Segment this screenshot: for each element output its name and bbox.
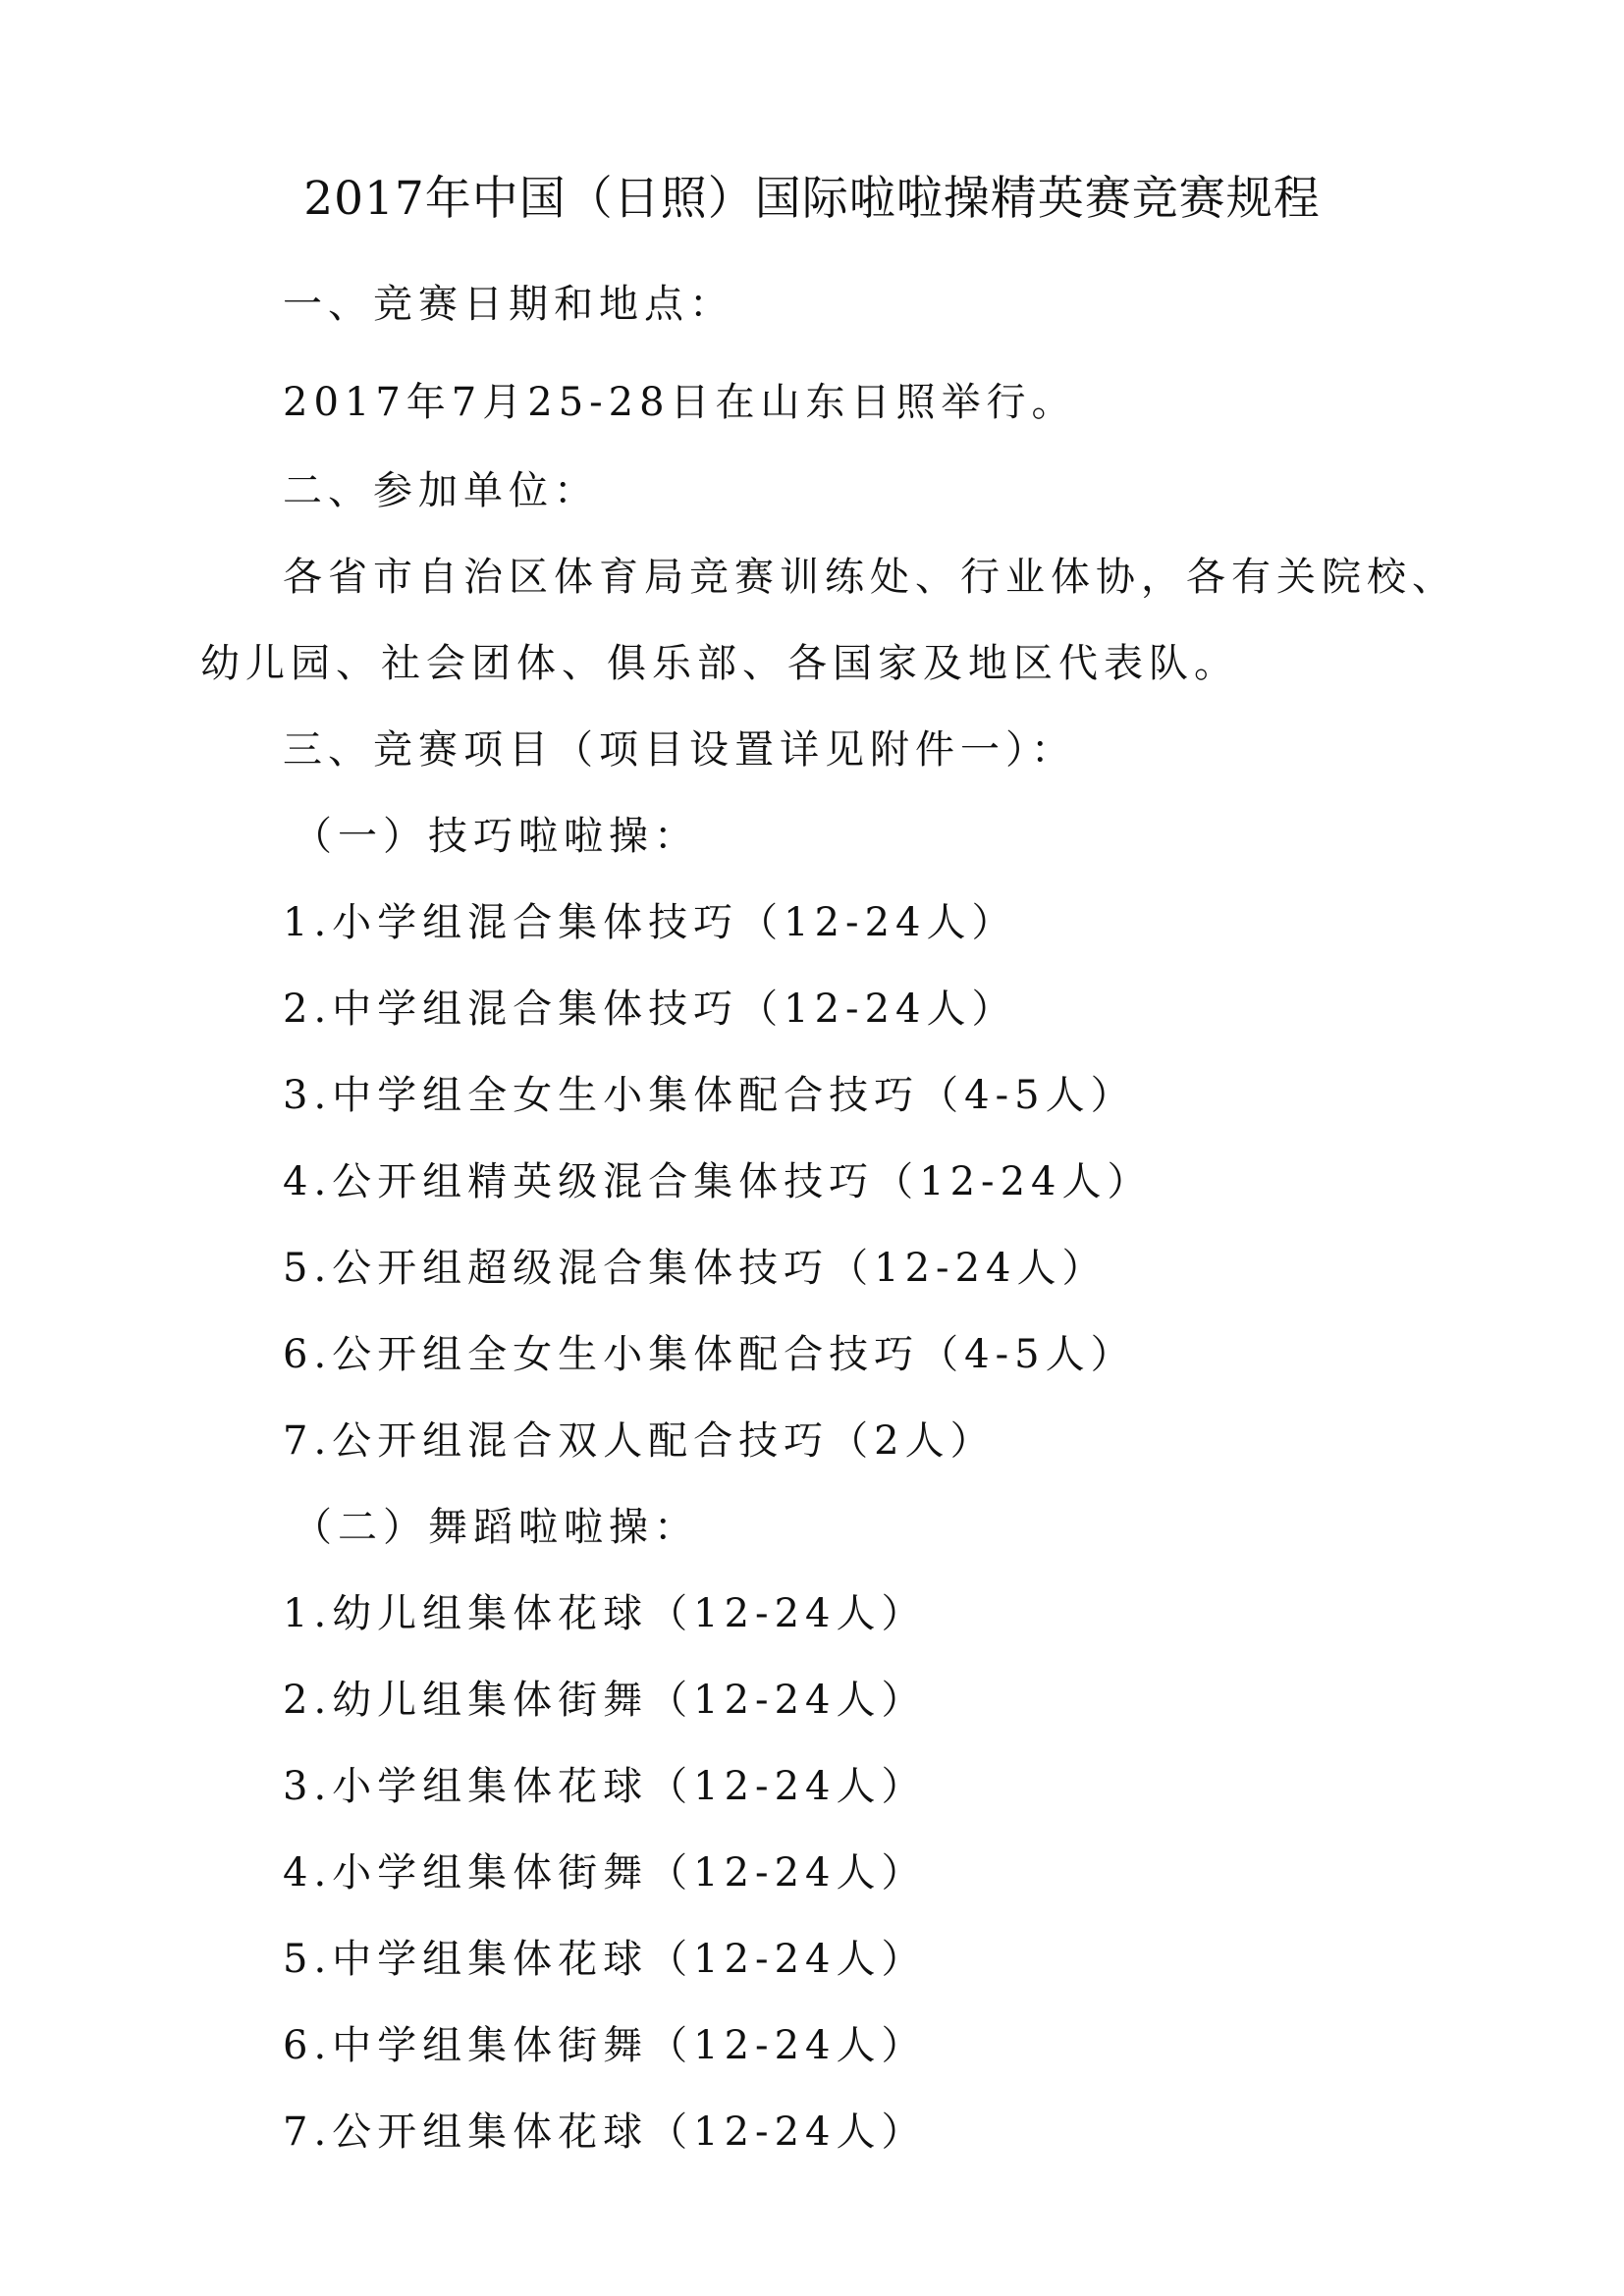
- group1-heading: （一）技巧啦啦操：: [293, 814, 699, 859]
- group2-item: 4.小学组集体街舞（12-24人）: [283, 1850, 927, 1896]
- group2-item: 2.幼儿组集体街舞（12-24人）: [283, 1678, 927, 1723]
- group2-item: 1.幼儿组集体花球（12-24人）: [283, 1591, 927, 1636]
- group1-item: 1.小学组混合集体技巧（12-24人）: [283, 900, 1017, 945]
- document-title: 2017年中国（日照）国际啦啦操精英赛竞赛规程: [303, 172, 1321, 226]
- section1-heading: 一、竞赛日期和地点：: [283, 282, 734, 327]
- group2-item: 7.公开组集体花球（12-24人）: [283, 2109, 927, 2155]
- group2-item: 3.小学组集体花球（12-24人）: [283, 1764, 927, 1809]
- section3-heading: 三、竞赛项目（项目设置详见附件一）：: [283, 727, 1076, 773]
- group1-item: 5.公开组超级混合集体技巧（12-24人）: [283, 1246, 1108, 1291]
- section2-text-line2: 幼儿园、社会团体、俱乐部、各国家及地区代表队。: [200, 641, 1239, 686]
- group1-item: 7.公开组混合双人配合技巧（2人）: [283, 1418, 996, 1464]
- group1-item: 4.公开组精英级混合集体技巧（12-24人）: [283, 1159, 1153, 1204]
- group2-item: 5.中学组集体花球（12-24人）: [283, 1937, 927, 1982]
- group2-heading: （二）舞蹈啦啦操：: [293, 1505, 699, 1550]
- section2-heading: 二、参加单位：: [283, 468, 599, 513]
- group1-item: 2.中学组混合集体技巧（12-24人）: [283, 987, 1017, 1032]
- section1-text: 2017年7月25-28日在山东日照举行。: [283, 380, 1077, 425]
- group2-item: 6.中学组集体街舞（12-24人）: [283, 2023, 927, 2068]
- group1-item: 6.公开组全女生小集体配合技巧（4-5人）: [283, 1332, 1136, 1377]
- section2-text-line1: 各省市自治区体育局竞赛训练处、行业体协，各有关院校、: [283, 555, 1457, 600]
- group1-item: 3.中学组全女生小集体配合技巧（4-5人）: [283, 1073, 1136, 1118]
